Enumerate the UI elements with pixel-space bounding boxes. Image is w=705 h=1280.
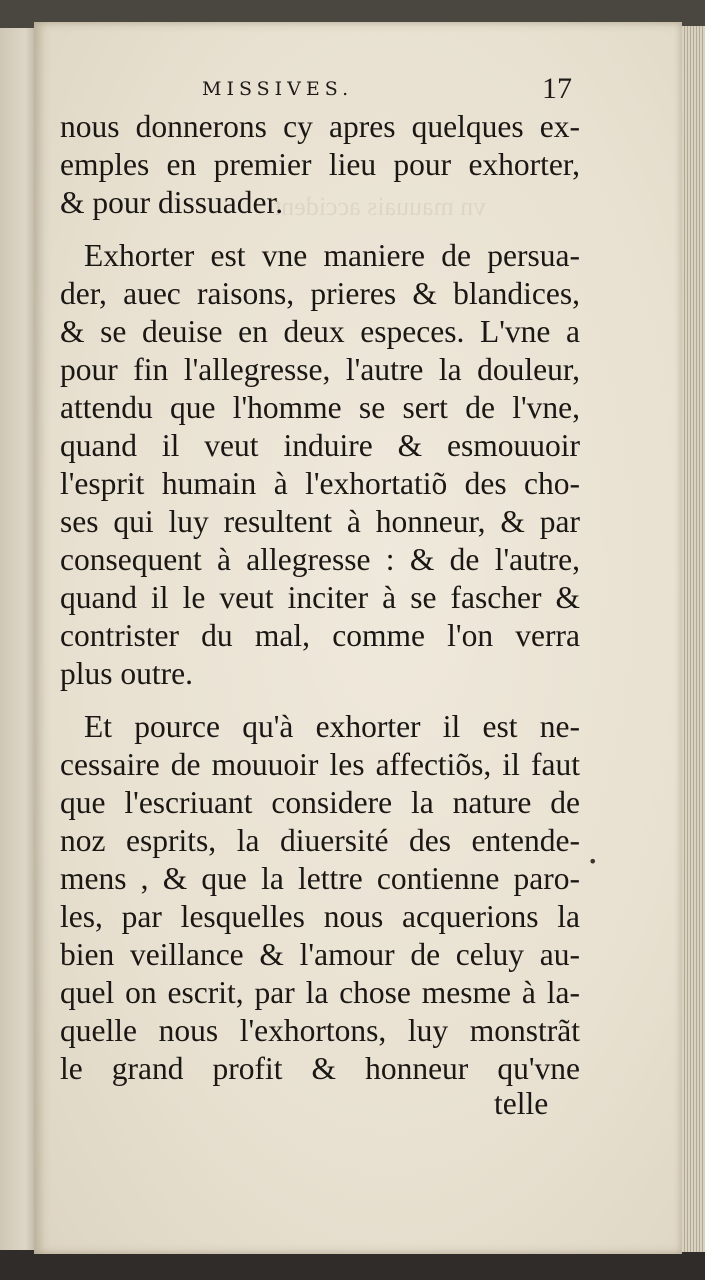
text-line: Et pource qu'à exhorter il est ne- xyxy=(84,709,580,744)
adjacent-left-page xyxy=(0,28,37,1250)
text-line: noz esprits, la diuersité des entende- xyxy=(60,823,580,858)
running-title: MISSIVES. xyxy=(202,78,354,100)
page-number: 17 xyxy=(542,72,572,105)
text-line: ses qui luy resultent à honneur, & par xyxy=(60,504,580,539)
ink-speck: • xyxy=(588,852,598,871)
book-page xyxy=(34,22,682,1254)
text-line: le grand profit & honneur qu'vne xyxy=(60,1051,580,1086)
page-header xyxy=(34,74,682,110)
text-line: & pour dissuader. xyxy=(60,185,284,220)
text-line: Exhorter est vne maniere de persua- xyxy=(84,238,580,273)
text-line: nous donnerons cy apres quelques ex- xyxy=(60,109,580,144)
text-line: quand il le veut inciter à se fascher & xyxy=(60,580,580,615)
text-line: contrister du mal, comme l'on verra xyxy=(60,618,580,653)
text-line: & se deuise en deux especes. L'vne a xyxy=(60,314,580,349)
text-line: emples en premier lieu pour exhorter, xyxy=(60,147,580,182)
text-line: pour fin l'allegresse, l'autre la douleur, xyxy=(60,352,580,387)
page-edges xyxy=(679,26,705,1252)
text-line: l'esprit humain à l'exhortatiõ des cho- xyxy=(60,466,580,501)
text-line: quel on escrit, par la chose mesme à la- xyxy=(60,975,580,1010)
text-line: quand il veut induire & esmouuoir xyxy=(60,428,580,463)
text-line: mens , & que la lettre contienne paro- xyxy=(60,861,580,896)
text-line: quelle nous l'exhortons, luy monstrãt xyxy=(60,1013,580,1048)
text-line: attendu que l'homme se sert de l'vne, xyxy=(60,390,580,425)
text-line: consequent à allegresse : & de l'autre, xyxy=(60,542,580,577)
body-text xyxy=(60,108,580,1088)
show-through-ink: vn mauuais accident xyxy=(274,192,487,221)
catchword: telle xyxy=(494,1086,549,1121)
text-line: les, par lesquelles nous acquerions la xyxy=(60,899,580,934)
text-line: bien veillance & l'amour de celuy au- xyxy=(60,937,580,972)
text-line: que l'escriuant considere la nature de xyxy=(60,785,580,820)
text-line: der, auec raisons, prieres & blandices, xyxy=(60,276,580,311)
text-line: cessaire de mouuoir les affectiõs, il faut xyxy=(60,747,580,782)
text-line: plus outre. xyxy=(60,656,193,691)
